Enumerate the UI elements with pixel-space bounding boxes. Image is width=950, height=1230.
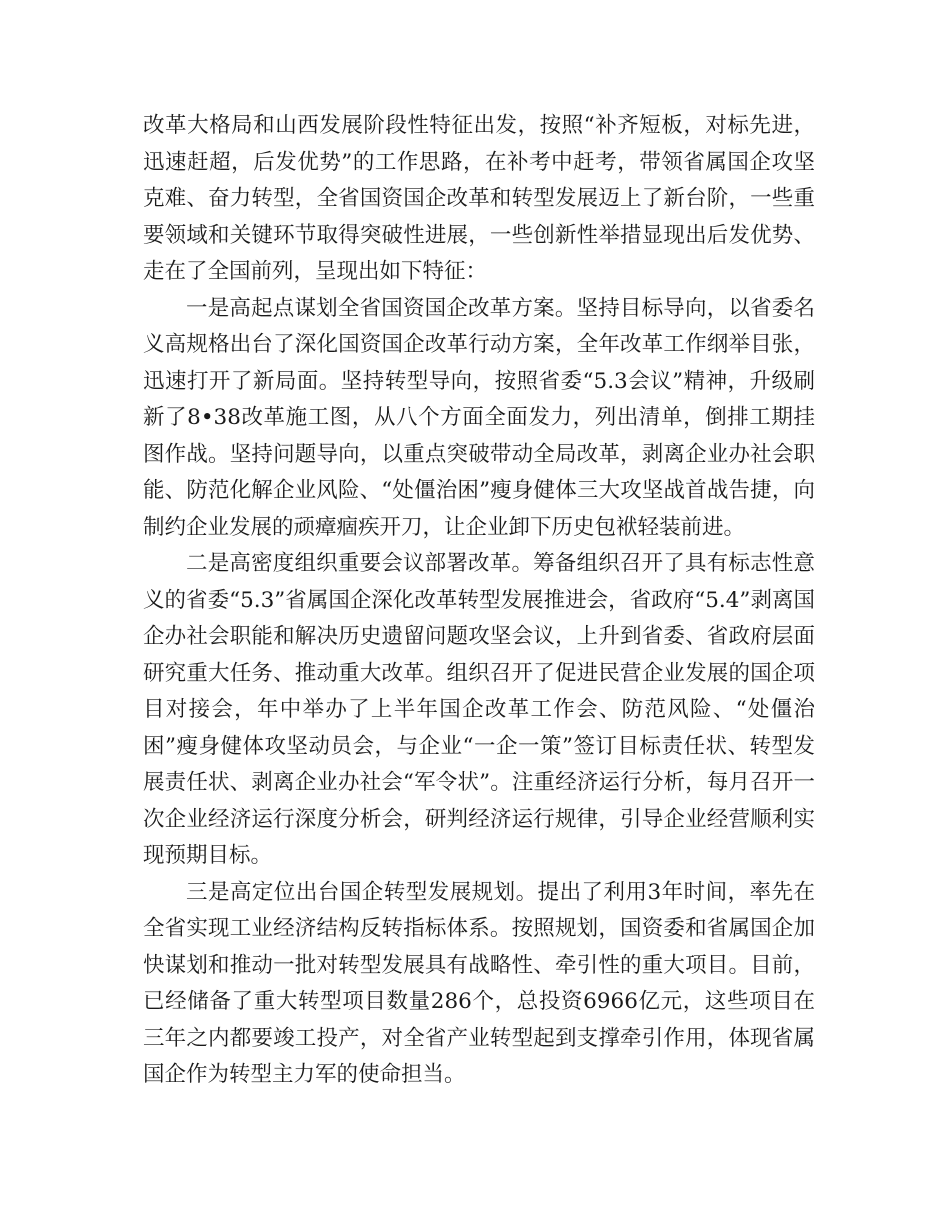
document-body	[143, 108, 815, 1094]
paragraph-point-two: 二是高密度组织重要会议部署改革。筹备组织召开了具有标志性意义的省委“5.3”省属国企深化改革转型发展推进会，省政府“5.4”剥离国企办社会职能和解决历史遗留问题攻坚会议，上升到省委、省政府层面研究重大任务、推动重大改革。组织召开了促进民营企业发展的国企项目对接会，年中举办了上半年国企改革工作会、防范风险、“处僵治困”瘦身健体攻坚动员会，与企业“一企一策”签订目标责任状、转型发展责任状、剥离企业办社会“军令状”。注重经济运行分析，每月召开一次企业经济运行深度分析会，研判经济运行规律，引导企业经营顺利实现预期目标。	[143, 551, 815, 868]
paragraph-point-three: 三是高定位出台国企转型发展规划。提出了利用3年时间，率先在全省实现工业经济结构反转指标体系。按照规划，国资委和省属国企加快谋划和推动一批对转型发展具有战略性、牵引性的重大项目。目前，已经储备了重大转型项目数量286个，总投资6966亿元，这些项目在三年之内都要竣工投产，对全省产业转型起到支撑牵引作用，体现省属国企作为转型主力军的使命担当。	[143, 879, 815, 1087]
paragraph-point-one: 一是高起点谋划全省国资国企改革方案。坚持目标导向，以省委名义高规格出台了深化国资国企改革行动方案，全年改革工作纲举目张，迅速打开了新局面。坚持转型导向，按照省委“5.3会议”精神，升级刷新了8•38改革施工图，从八个方面全面发力，列出清单，倒排工期挂图作战。坚持问题导向，以重点突破带动全局改革，剥离企业办社会职能、防范化解企业风险、“处僵治困”瘦身健体三大攻坚战首战告捷，向制约企业发展的顽瘴痼疾开刀，让企业卸下历史包袱轻装前进。	[143, 295, 815, 540]
paragraph-intro: 改革大格局和山西发展阶段性特征出发，按照“补齐短板，对标先进，迅速赶超，后发优势”的工作思路，在补考中赶考，带领省属国企攻坚克难、奋力转型，全省国资国企改革和转型发展迈上了新台阶，一些重要领域和关键环节取得突破性进展，一些创新性举措显现出后发优势、走在了全国前列，呈现出如下特征：	[143, 113, 815, 284]
